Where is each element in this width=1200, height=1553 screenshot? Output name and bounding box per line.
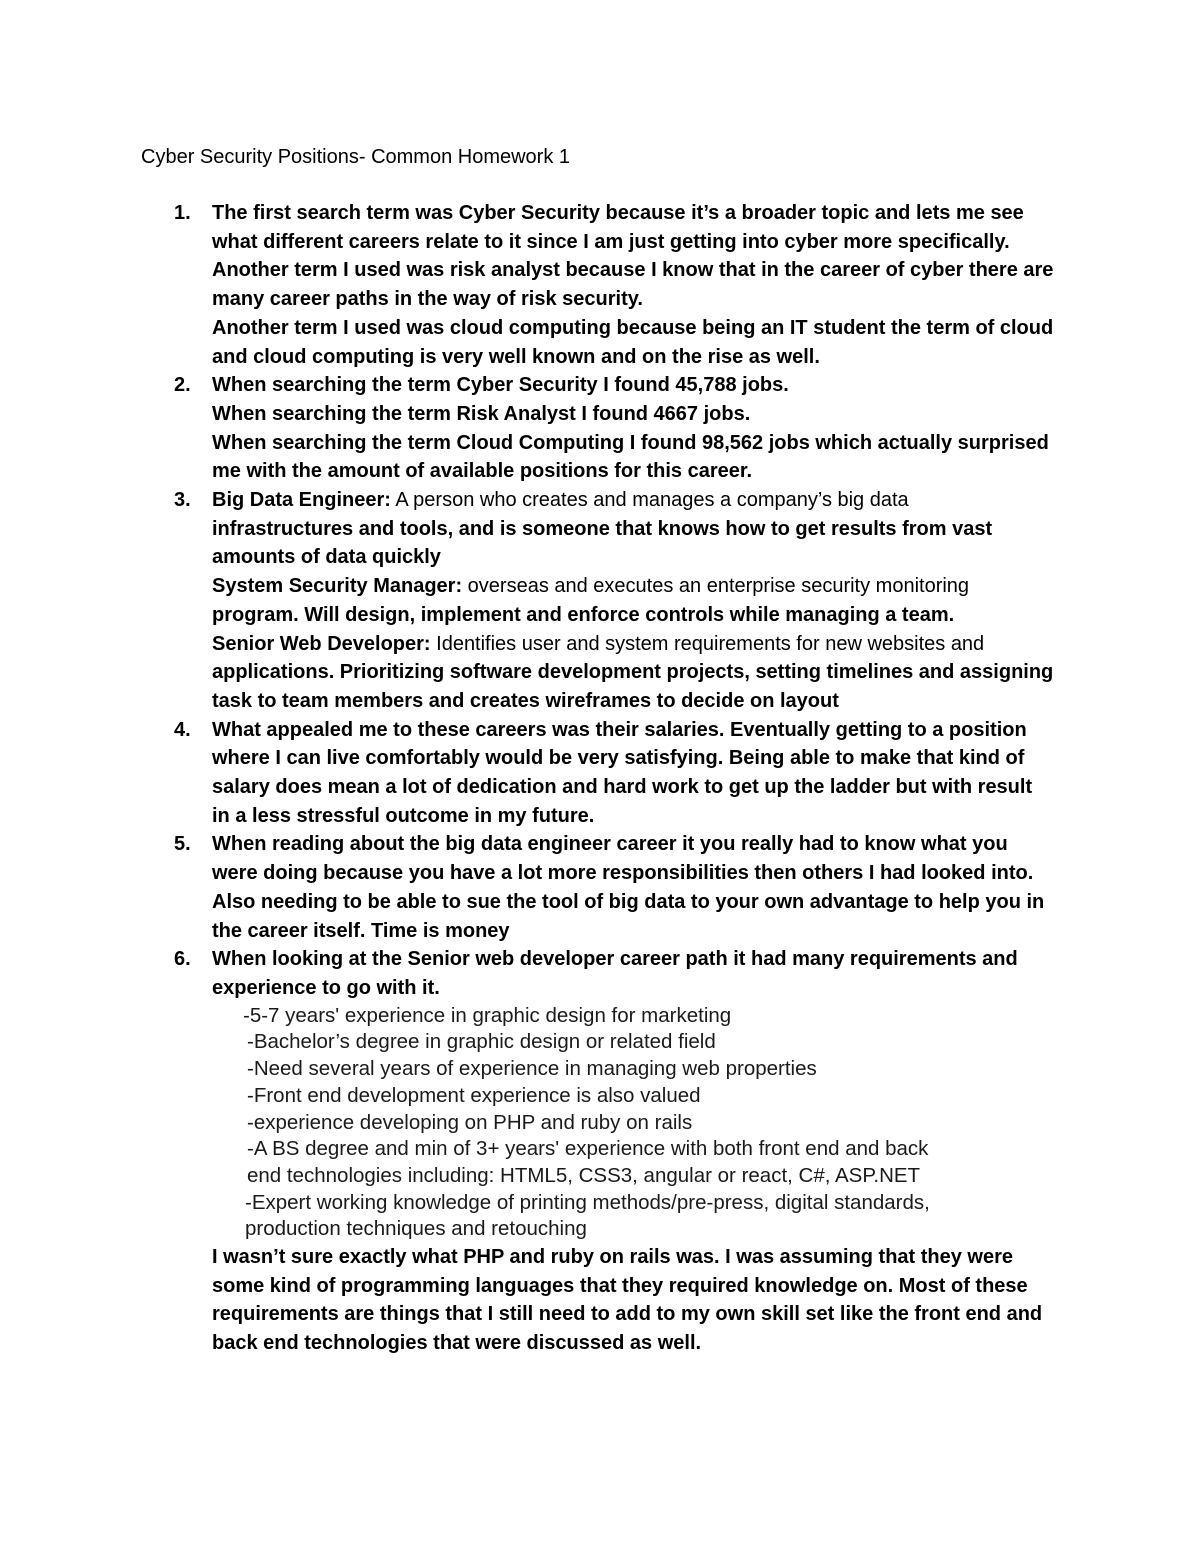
text-line: When searching the term Risk Analyst I found 4667 jobs. — [212, 402, 751, 425]
list-item-3 — [0, 486, 1200, 716]
requirement-line: -Front end development experience is also valued — [247, 1083, 701, 1107]
role-first-line — [212, 630, 1072, 659]
requirement-line: -Expert working knowledge of printing methods/pre-press, digital standards, — [245, 1190, 930, 1214]
requirement-line: -Need several years of experience in managing web properties — [247, 1057, 817, 1081]
list-item-body — [212, 945, 1072, 1358]
document-title: Cyber Security Positions- Common Homework 1 — [141, 146, 571, 168]
text-line: where I can live comfortably would be very satisfying. Being able to make that kind of — [212, 747, 1025, 770]
requirement-line: end technologies including: HTML5, CSS3, angular or react, C#, ASP.NET — [247, 1163, 921, 1187]
text-line: program. Will design, implement and enforce controls while managing a team. — [212, 603, 955, 626]
requirement-line: production techniques and retouching — [245, 1217, 587, 1241]
list-item-4 — [0, 716, 1200, 831]
list-item-1 — [0, 199, 1200, 371]
text-line: Another term I used was cloud computing because being an IT student the term of cloud — [212, 316, 1054, 339]
role-name: Senior Web Developer: — [212, 632, 431, 655]
text-line: requirements are things that I still need to add to my own skill set like the front end and — [212, 1303, 1043, 1326]
list-item-5 — [0, 830, 1200, 945]
requirements-list — [212, 1003, 1072, 1243]
role-name: Big Data Engineer: — [212, 489, 391, 512]
text-line: infrastructures and tools, and is someone that knows how to get results from vast — [212, 517, 993, 540]
text-line: task to team members and creates wireframes to decide on layout — [212, 689, 839, 712]
requirement-line: -A BS degree and min of 3+ years' experience with both front end and back — [247, 1137, 929, 1161]
text-line: and cloud computing is very well known and on the rise as well. — [212, 345, 820, 368]
role-description: Identifies user and system requirements for new websites and — [430, 632, 985, 655]
list-item-body — [212, 716, 1072, 831]
list-item-body — [212, 830, 1072, 945]
requirement-line: -Bachelor’s degree in graphic design or related field — [247, 1030, 716, 1054]
numbered-list — [0, 199, 1200, 1358]
list-item-body — [212, 199, 1072, 371]
text-line: back end technologies that were discussed as well. — [212, 1332, 702, 1355]
text-line: what different careers relate to it since I am just getting into cyber more specifically. — [212, 230, 1010, 253]
text-line: many career paths in the way of risk security. — [212, 288, 643, 311]
text-line: I wasn’t sure exactly what PHP and ruby on rails was. I was assuming that they were — [212, 1246, 1014, 1269]
text-line: experience to go with it. — [212, 976, 440, 999]
list-item-body — [212, 371, 1072, 486]
text-line: amounts of data quickly — [212, 546, 441, 569]
text-line: The first search term was Cyber Security because it’s a broader topic and lets me see — [212, 202, 1024, 224]
text-line: What appealed me to these careers was their salaries. Eventually getting to a position — [212, 718, 1027, 741]
text-line: When searching the term Cloud Computing I found 98,562 jobs which actually surprised — [212, 431, 1049, 454]
requirement-line: -5-7 years' experience in graphic design for marketing — [243, 1003, 732, 1027]
list-item-body — [212, 486, 1072, 716]
text-line: Also needing to be able to sue the tool of big data to your own advantage to help you in — [212, 890, 1045, 913]
text-line: some kind of programming languages that they required knowledge on. Most of these — [212, 1274, 1028, 1297]
text-line: When searching the term Cyber Security I found 45,788 jobs. — [212, 374, 789, 397]
text-line: When looking at the Senior web developer career path it had many requirements and — [212, 948, 1018, 971]
text-line: were doing because you have a lot more responsibilities then others I had looked into. — [212, 862, 1034, 885]
text-line: me with the amount of available positions for this career. — [212, 460, 753, 483]
role-description: A person who creates and manages a company’s big data — [390, 489, 909, 512]
list-item-number: 5. — [174, 833, 191, 856]
list-item-6 — [0, 945, 1200, 1358]
text-line: in a less stressful outcome in my future. — [212, 804, 595, 827]
list-item-number: 1. — [174, 202, 191, 224]
list-item-2 — [0, 371, 1200, 486]
text-line: When reading about the big data engineer career it you really had to know what you — [212, 833, 1008, 856]
role-first-line — [212, 486, 1072, 515]
list-item-number: 6. — [174, 948, 191, 971]
role-description: overseas and executes an enterprise security monitoring — [462, 575, 970, 598]
text-line: applications. Prioritizing software development projects, setting timelines and assigning — [212, 661, 1054, 684]
list-item-number: 3. — [174, 489, 191, 512]
role-first-line — [212, 572, 1072, 601]
text-line: salary does mean a lot of dedication and hard work to get up the ladder but with result — [212, 776, 1033, 799]
list-item-number: 2. — [174, 374, 191, 397]
list-item-number: 4. — [174, 718, 191, 741]
text-line: the career itself. Time is money — [212, 919, 510, 942]
requirement-line: -experience developing on PHP and ruby on rails — [247, 1110, 693, 1134]
text-line: Another term I used was risk analyst because I know that in the career of cyber there are — [212, 259, 1054, 282]
role-name: System Security Manager: — [212, 575, 463, 598]
